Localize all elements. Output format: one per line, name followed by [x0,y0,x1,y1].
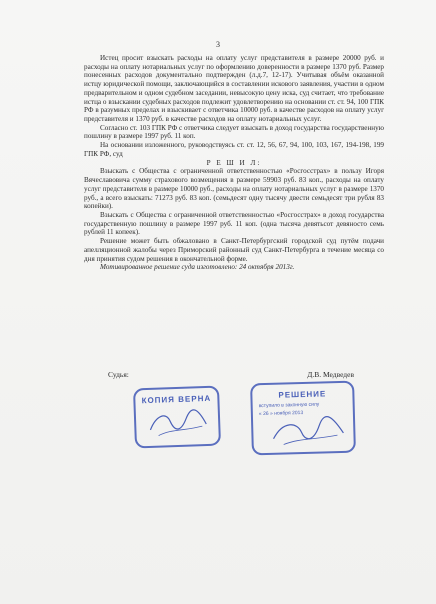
paragraph-state-duty: Согласно ст. 103 ГПК РФ с ответчика следует взыскать в доход государства государственную пошлину в размере 1997 руб. 11 коп. [84,123,384,141]
decision-signature-icon [252,383,354,454]
document-body [84,54,384,272]
paragraph-award: Взыскать с Общества с ограниченной ответственностью «Росгосстрах» в пользу Игоря Вячеславовича сумму страхового возмещения в размере 59903 руб. 83 коп., расходы на оплату услуг представителя в размере 10000 руб., расходы на оплату нотариальных услуг в размере 1370 руб., а всего взыскать: 71273 руб. 83 коп. (семьдесят одну тысячу двести семьдесят три рубля 83 копейки). [84,167,384,211]
copy-stamp-title: КОПИЯ ВЕРНА [141,393,212,406]
paragraph-duty-award: Взыскать с Общества с ограниченной ответственностью «Росгосстрах» в доход государства государственную пошлину в размере 1997 руб. 11 коп. (одна тысяча девятьсот девяносто семь рублей 11 копеек). [84,210,384,237]
page-number: 3 [216,40,220,49]
paragraph-legal-basis: На основании изложенного, руководствуясь ст. ст. 12, 56, 67, 94, 100, 103, 167, 194-198, 199 ГПК РФ, суд [84,141,384,158]
decision-stamp-title: РЕШЕНИЕ [278,389,327,400]
decision-stamp-line2: « 26 » ноября 2013 [258,409,304,418]
decision-heading: Р Е Ш И Л: [206,158,262,167]
decision-stamp-line1: вступило в законную силу [258,401,320,410]
judge-name: Д.В. Медведев [307,370,354,379]
judge-label: Судья: [108,370,129,379]
paragraph-appeal: Решение может быть обжаловано в Санкт-Петербургский городской суд путём подачи апелляционной жалобы через Приморский районный суд Санкт-Петербурга в течение месяца со дня принятия судом решения в окончательной форме. [84,237,384,263]
handwritten-signature-icon [135,388,219,447]
signature-row [84,370,384,380]
decision-effective-stamp [250,381,356,456]
paragraph-expenses: Истец просит взыскать расходы на оплату услуг представителя в размере 20000 руб. и расходы на оплату нотариальных услуг по оформлению доверенности в размере 1370 руб. Размер понесенных расходов документально подтвержден (л.д.7, 12-17). Учитывая объём оказанной истцу юридической помощи, заключающийся в составлении искового заявления, участии в одном предварительном и одном судебном заседании, невысокую цену иска, суд считает, что требование истца о взыскании судебных расходов подлежит удовлетворению на основании ст. ст. 94, 100 ГПК РФ в разумных пределах и взыскивает с ответчика 10000 руб. в качестве расходов на оплату услуг представителя и 1370 руб. в качестве расходов на оплату нотариальных услуг. [84,54,384,124]
copy-verified-stamp [133,386,221,449]
paragraph-motivated-date: Мотивированное решение суда изготовлено: 24 октября 2013г. [100,263,295,272]
